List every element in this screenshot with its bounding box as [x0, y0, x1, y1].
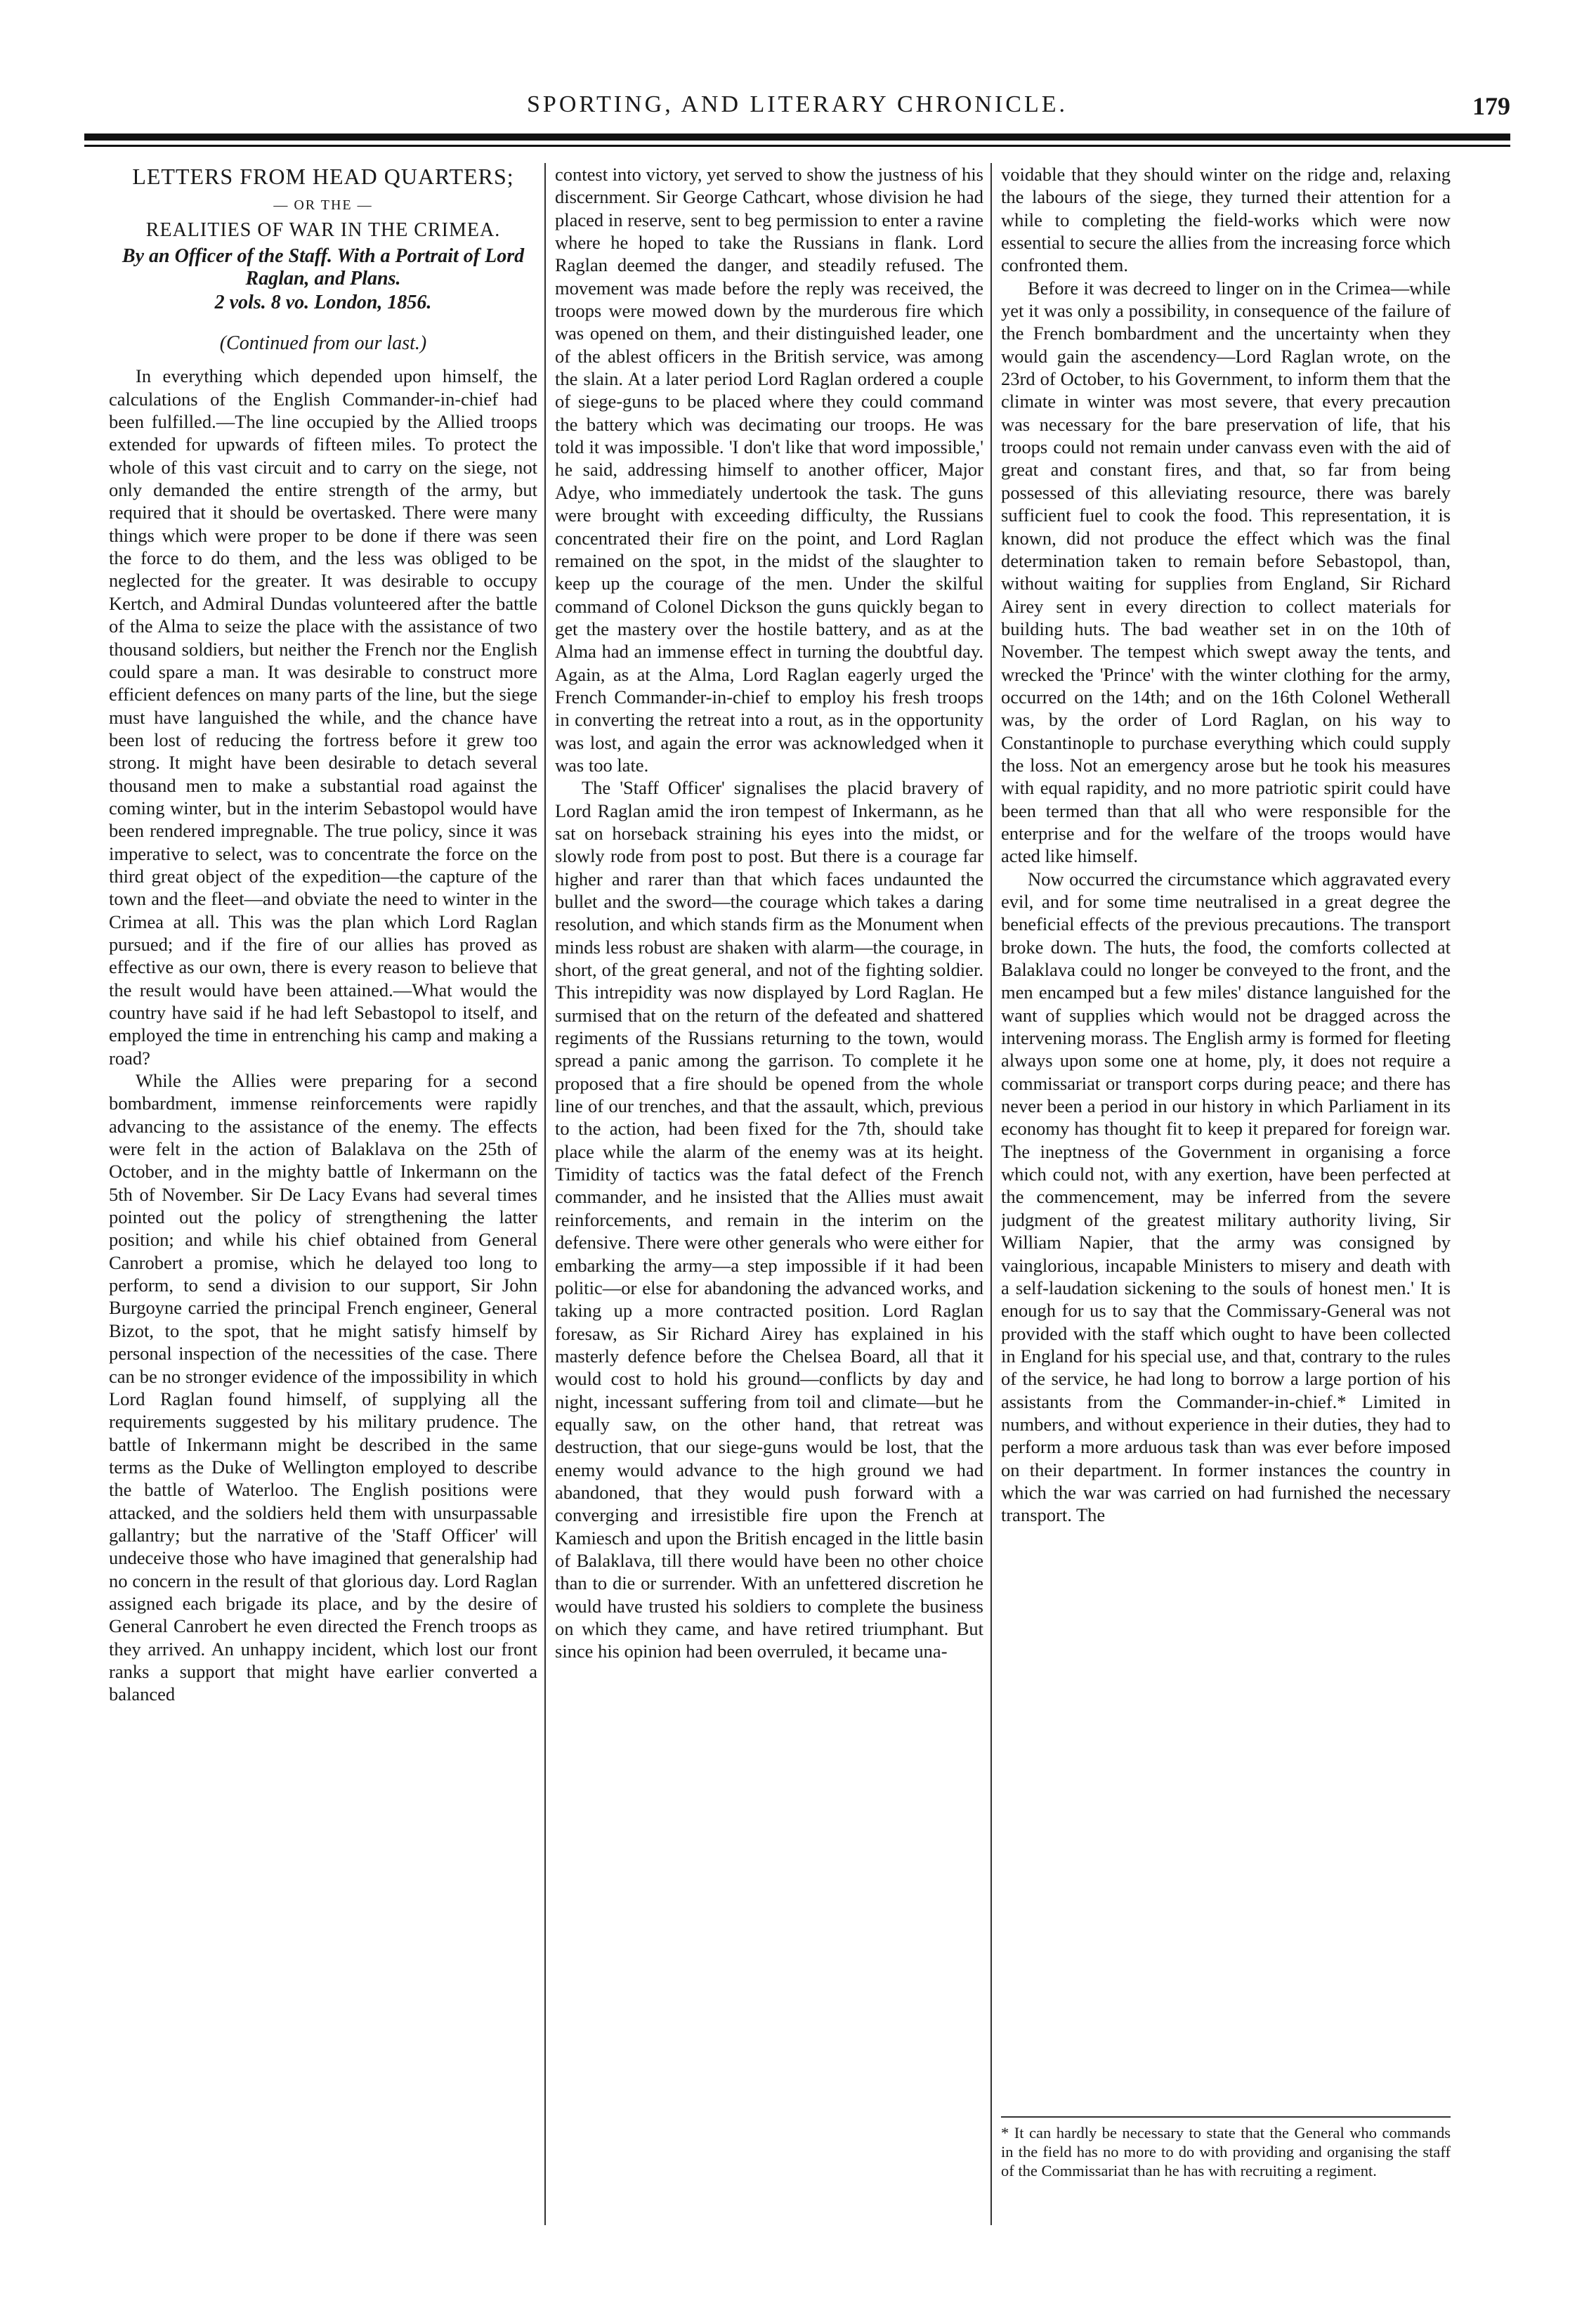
article-or: — OR THE —	[273, 197, 373, 213]
running-title: SPORTING, AND LITERARY CHRONICLE.	[527, 91, 1068, 117]
page-header	[84, 91, 1510, 133]
header-rule-thin	[84, 145, 1510, 147]
article-publication: 2 vols. 8 vo. London, 1856.	[214, 291, 432, 313]
paragraph: While the Allies were preparing for a second bombardment, immense reinforcements were rapidly advancing to the assistance of the enemy. The effects were felt in the action of Balaklava on the 25th of October, and in the mighty battle of Inkermann on the 5th of November. Sir De Lacy Evans had several times pointed out the policy of strengthening the latter position; and while his chief obtained from General Canrobert a promise, which he delayed too long to perform, to send a division to our support, Sir John Burgoyne carried the principal French engineer, General Bizot, to the spot, that he might satisfy himself by personal inspection of the necessities of the case. There can be no stronger evidence of the impossibility in which Lord Raglan found himself, of supplying all the requirements suggested by his military prudence. The battle of Inkermann might be described in the same terms as the Duke of Wellington employed to describe the battle of Waterloo. The English positions were attacked, and the soldiers held them with unsurpassable gallantry; but the narrative of the 'Staff Officer' will undeceive those who have imagined that generalship had no concern in the result of that glorious day. Lord Raglan assigned each brigade its place, and by the desire of General Canrobert he even directed the French troops as they arrived. An unhappy incident, which lost our front ranks a support that might have earlier converted a balanced	[109, 1070, 537, 1705]
column-2	[555, 163, 983, 2225]
header-rule-thick	[84, 133, 1510, 141]
paragraph: contest into victory, yet served to show the justness of his discernment. Sir George Cathcart, whose division he had placed in reserve, sent to beg permission to enter a ravine where he hoped to take the Russians in flank. Lord Raglan deemed the danger, and steadily refused. The movement was made before the reply was received, the troops were mowed down by the murderous fire which was opened on them, and their distinguished leader, one of the ablest officers in the British service, was among the slain. At a later period Lord Raglan ordered a couple of siege-guns to be placed where they could command the battery which was decimating our troops. He was told it was impossible. 'I don't like that word impossible,' he said, addressing himself to another officer, Major Adye, who immediately undertook the task. The guns were brought with exceeding difficulty, the Russians concentrated their fire on the point, and Lord Raglan remained on the spot, in the midst of the slaughter to keep up the courage of the men. Under the skilful command of Colonel Dickson the guns quickly began to get the mastery over the hostile battery, and as at the Alma had an immense effect in turning the doubtful day. Again, as at the Alma, Lord Raglan eagerly urged the French Commander-in-chief to employ his fresh troops in converting the retreat into a rout, as in the opportunity was lost, and again the error was acknowledged when it was too late.	[555, 164, 983, 776]
paragraph: In everything which depended upon himself, the calculations of the English Commander-in-chief had been fulfilled.—The line occupied by the Allied troops extended for upwards of fifteen miles. To protect the whole of this vast circuit and to carry on the siege, not only demanded the entire strength of the army, but required that it should be overtasked. There were many things which were proper to be done if there was seen the force to do them, and the less was obliged to be neglected for the greater. It was desirable to occupy Kertch, and Admiral Dundas volunteered after the battle of the Alma to seize the place with the assistance of two thousand soldiers, but neither the French nor the English could spare a man. It was desirable to construct more efficient defences on many parts of the line, but the siege must have languished the while, and the chance have been lost of reducing the fortress before it grew too strong. It might have been desirable to detach several thousand men to make a substantial road against the coming winter, but in the interim Sebastopol would have been rendered impregnable. The true policy, since it was imperative to select, was to concentrate the force on the third great object of the expedition—the capture of the town and the fleet—and obviate the need to winter in the Crimea at all. This was the plan which Lord Raglan pursued; and if the fire of our allies has proved as effective as our own, there is every reason to believe that the result would have been attained.—What would the country have said if he had left Sebastopol to itself, and employed the time in entrenching his camp and making a road?	[109, 365, 537, 1069]
column-1	[109, 163, 537, 2225]
paragraph: Before it was decreed to linger on in the Crimea—while yet it was only a possibility, in consequence of the failure of the French bombardment and the uncertainty when they would gain the ascendency—Lord Raglan wrote, on the 23rd of October, to his Government, to inform them that the climate in winter was most severe, that every precaution was necessary for the bare preservation of life, that his troops could not remain under canvass even with the aid of great and constant fires, and that, so far from being possessed of this alleviating resource, there was barely sufficient fuel to cook the food. This representation, it is known, did not produce the effect which was the final determination taken to remain before Sebastopol, than, without waiting for supplies from England, Sir Richard Airey sent in every direction to collect materials for building huts. The bad weather set in on the 10th of November. The tempest which swept away the tents, and wrecked the 'Prince' with the winter clothing for the army, occurred on the 14th; and on the 16th Colonel Wetherall was, by the order of Lord Raglan, on his way to Constantinople to purchase everything which could supply the loss. Not an emergency arose but he took his measures with equal rapidity, and no more patriotic spirit could have been termed than that all who were responsible for the enterprise and for the welfare of the troops would have acted like himself.	[1001, 277, 1451, 867]
paragraph: The 'Staff Officer' signalises the placid bravery of Lord Raglan amid the iron tempest of Inkermann, as he sat on horseback straining his eyes into the midst, or slowly rode from post to post. But there is a courage far higher and rarer than that which faces undaunted the bullet and the sword—the courage which takes a daring resolution, and which stands firm as the Monument when minds less robust are shaken with alarm—the courage, in short, of the great general, and not of the fighting soldier. This intrepidity was now displayed by Lord Raglan. He surmised that on the return of the defeated and shattered regiments of the Russians returning to the town, would spread a panic among the garrison. To complete it he proposed that a fire should be opened from the whole line of our trenches, and that the assault, which, previous to the action, had been fixed for the 7th, should take place while the alarm of the enemy was at its height. Timidity of tactics was the fatal defect of the French commander, and he insisted that the Allies must await reinforcements, and remain in the interim on the defensive. There were other generals who were either for embarking the army—a step impossible if it had been politic—or else for abandoning the advanced works, and taking up a more contracted position. Lord Raglan foresaw, as Sir Richard Airey has explained in his masterly defence before the Chelsea Board, all that it would cost to hold his ground—conflicts by day and night, incessant suffering from toil and climate—but he equally saw, on the other hand, that retreat was destruction, that our siege-guns would be lost, that the enemy would advance to the high ground we had abandoned, that they would push forward with a converging and irresistible fire upon the French at Kamiesch and upon the British encaged in the little basin of Balaklava, till there would have been no other choice than to die or surrender. With an unfettered discretion he would have trusted his soldiers to complete the business on which they came, and have retired triumphant. But since his opinion had been overruled, it became una-	[555, 777, 983, 1662]
page-number: 179	[1472, 92, 1510, 120]
column-divider	[990, 163, 992, 2225]
article-subtitle: REALITIES OF WAR IN THE CRIMEA.	[145, 219, 501, 242]
footnote: * It can hardly be necessary to state that the General who commands in the field has no more to do with providing and organising the staff of the Commissariat than he has with recruiting a regiment.	[1001, 2124, 1451, 2179]
column-divider	[544, 163, 546, 2225]
continued-note: (Continued from our last.)	[219, 332, 427, 355]
article-byline: By an Officer of the Staff. With a Portrait of Lord Raglan, and Plans.	[122, 245, 525, 289]
column-3	[1001, 163, 1451, 2225]
paragraph: voidable that they should winter on the ridge and, relaxing the labours of the siege, they turned their attention for a while to completing the field-works which were now essential to secure the allies from the increasing force which confronted them.	[1001, 164, 1451, 276]
footnote-rule	[1001, 2116, 1451, 2118]
paragraph: Now occurred the circumstance which aggravated every evil, and for some time neutralised in a great degree the beneficial effects of the previous precautions. The transport broke down. The huts, the food, the comforts collected at Balaklava could no longer be conveyed to the front, and the men encamped but a few miles' distance languished for the want of supplies which would not be dragged across the intervening morass. The English army is formed for fleeting always upon some one at home, ply, it does not require a commissariat or transport corps during peace; and there has never been a period in our history in which Parliament in its economy has thought fit to keep it prepared for foreign war. The ineptness of the Government in organising a force which could not, with any exertion, have been perfected at the commencement, may be inferred from the severe judgment of the greatest military authority living, Sir William Napier, that the army was consigned by vainglorious, incapable Ministers to misery and death with a self-laudation sickening to the souls of honest men.' It is enough for us to say that the Commissary-General was not provided with the staff which ought to have been collected in England for his special use, and that, contrary to the rules of the service, he had long to borrow a large portion of his assistants from the Commander-in-chief.* Limited in numbers, and without experience in their duties, they had to perform a more arduous task than was ever before imposed on their department. In former instances the country in which the war was carried on had furnished the necessary transport. The	[1001, 868, 1451, 1526]
article-title: LETTERS FROM HEAD QUARTERS;	[132, 164, 514, 189]
